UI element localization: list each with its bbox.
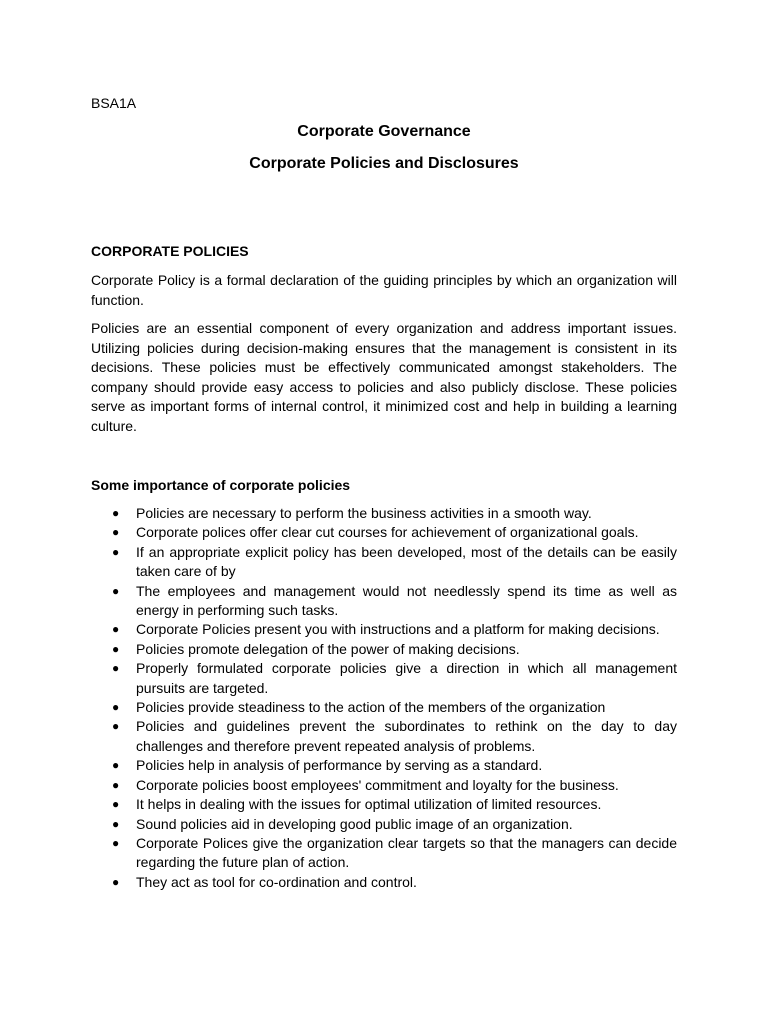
paragraph-definition: Corporate Policy is a formal declaration of the guiding principles by which an organization will function. <box>91 272 677 308</box>
list-item <box>91 776 677 795</box>
bullet-icon: ● <box>112 622 120 637</box>
list-item <box>91 795 677 814</box>
list-item-text: Corporate Polices give the organization clear targets so that the managers can decide regarding the future plan of action. <box>136 834 677 871</box>
list-item-text: Sound policies aid in developing good public image of an organization. <box>136 815 573 832</box>
list-item <box>91 873 677 892</box>
list-item-text: It helps in dealing with the issues for optimal utilization of limited resources. <box>136 796 602 813</box>
list-item <box>91 659 677 698</box>
list-item-text: Policies promote delegation of the power of making decisions. <box>136 640 520 657</box>
list-item-text: Corporate polices offer clear cut courses for achievement of organizational goals. <box>136 524 639 541</box>
list-item <box>91 523 677 542</box>
bullet-icon: ● <box>112 797 120 812</box>
list-item <box>91 582 677 621</box>
list-item <box>91 620 677 639</box>
list-item-text: Policies help in analysis of performance by serving as a standard. <box>136 757 543 774</box>
list-item <box>91 815 677 834</box>
list-item-text: Policies are necessary to perform the business activities in a smooth way. <box>136 505 592 521</box>
list-item-text: Properly formulated corporate policies give a direction in which all management pursuits are targeted. <box>136 660 677 696</box>
course-code: BSA1A <box>91 95 137 111</box>
paragraph-overview: Policies are an essential component of every organization and address important issues. Utilizing policies during decision-making ensures that the management is consistent in its decisions. These policies must be effectively communicated amongst stakeholders. The company should provide easy access to policies and also publicly disclose. These policies serve as important forms of internal control, it minimized cost and help in building a learning culture. <box>91 320 677 434</box>
document-subtitle: Corporate Policies and Disclosures <box>249 155 519 172</box>
bullet-icon: ● <box>112 506 120 520</box>
bullet-icon: ● <box>112 874 120 889</box>
list-item-text: The employees and management would not needlessly spend its time as well as energy in performing such tasks. <box>136 582 677 619</box>
list-item <box>91 834 677 873</box>
list-item-text: Policies and guidelines prevent the subordinates to rethink on the day to day challenges and therefore prevent repeated analysis of problems. <box>136 718 677 754</box>
bullet-icon: ● <box>112 661 120 676</box>
bullet-icon: ● <box>112 835 120 850</box>
bullet-icon: ● <box>112 544 120 559</box>
list-item <box>91 640 677 659</box>
bullet-icon: ● <box>112 700 120 715</box>
bullet-icon: ● <box>112 719 120 734</box>
importance-heading: Some importance of corporate policies <box>91 477 351 493</box>
bullet-icon: ● <box>112 525 120 540</box>
list-item <box>91 543 677 582</box>
list-item-text: If an appropriate explicit policy has been developed, most of the details can be easily taken care of by <box>136 543 677 580</box>
bullet-icon: ● <box>112 777 120 792</box>
list-item <box>91 756 677 775</box>
bullet-icon: ● <box>112 641 120 656</box>
list-item-text: Policies provide steadiness to the action of the members of the organization <box>136 699 606 716</box>
list-item-text: Corporate Policies present you with instructions and a platform for making decisions. <box>136 621 660 638</box>
bullet-icon: ● <box>112 758 120 773</box>
bullet-icon: ● <box>112 816 120 831</box>
list-item <box>91 698 677 717</box>
list-item <box>91 504 677 523</box>
list-item-text: They act as tool for co-ordination and control. <box>136 873 417 890</box>
list-item <box>91 717 677 756</box>
document-title: Corporate Governance <box>297 123 471 140</box>
importance-list <box>91 504 677 892</box>
bullet-icon: ● <box>112 583 120 598</box>
section-heading: CORPORATE POLICIES <box>91 243 249 259</box>
list-item-text: Corporate policies boost employees' commitment and loyalty for the business. <box>136 776 619 793</box>
